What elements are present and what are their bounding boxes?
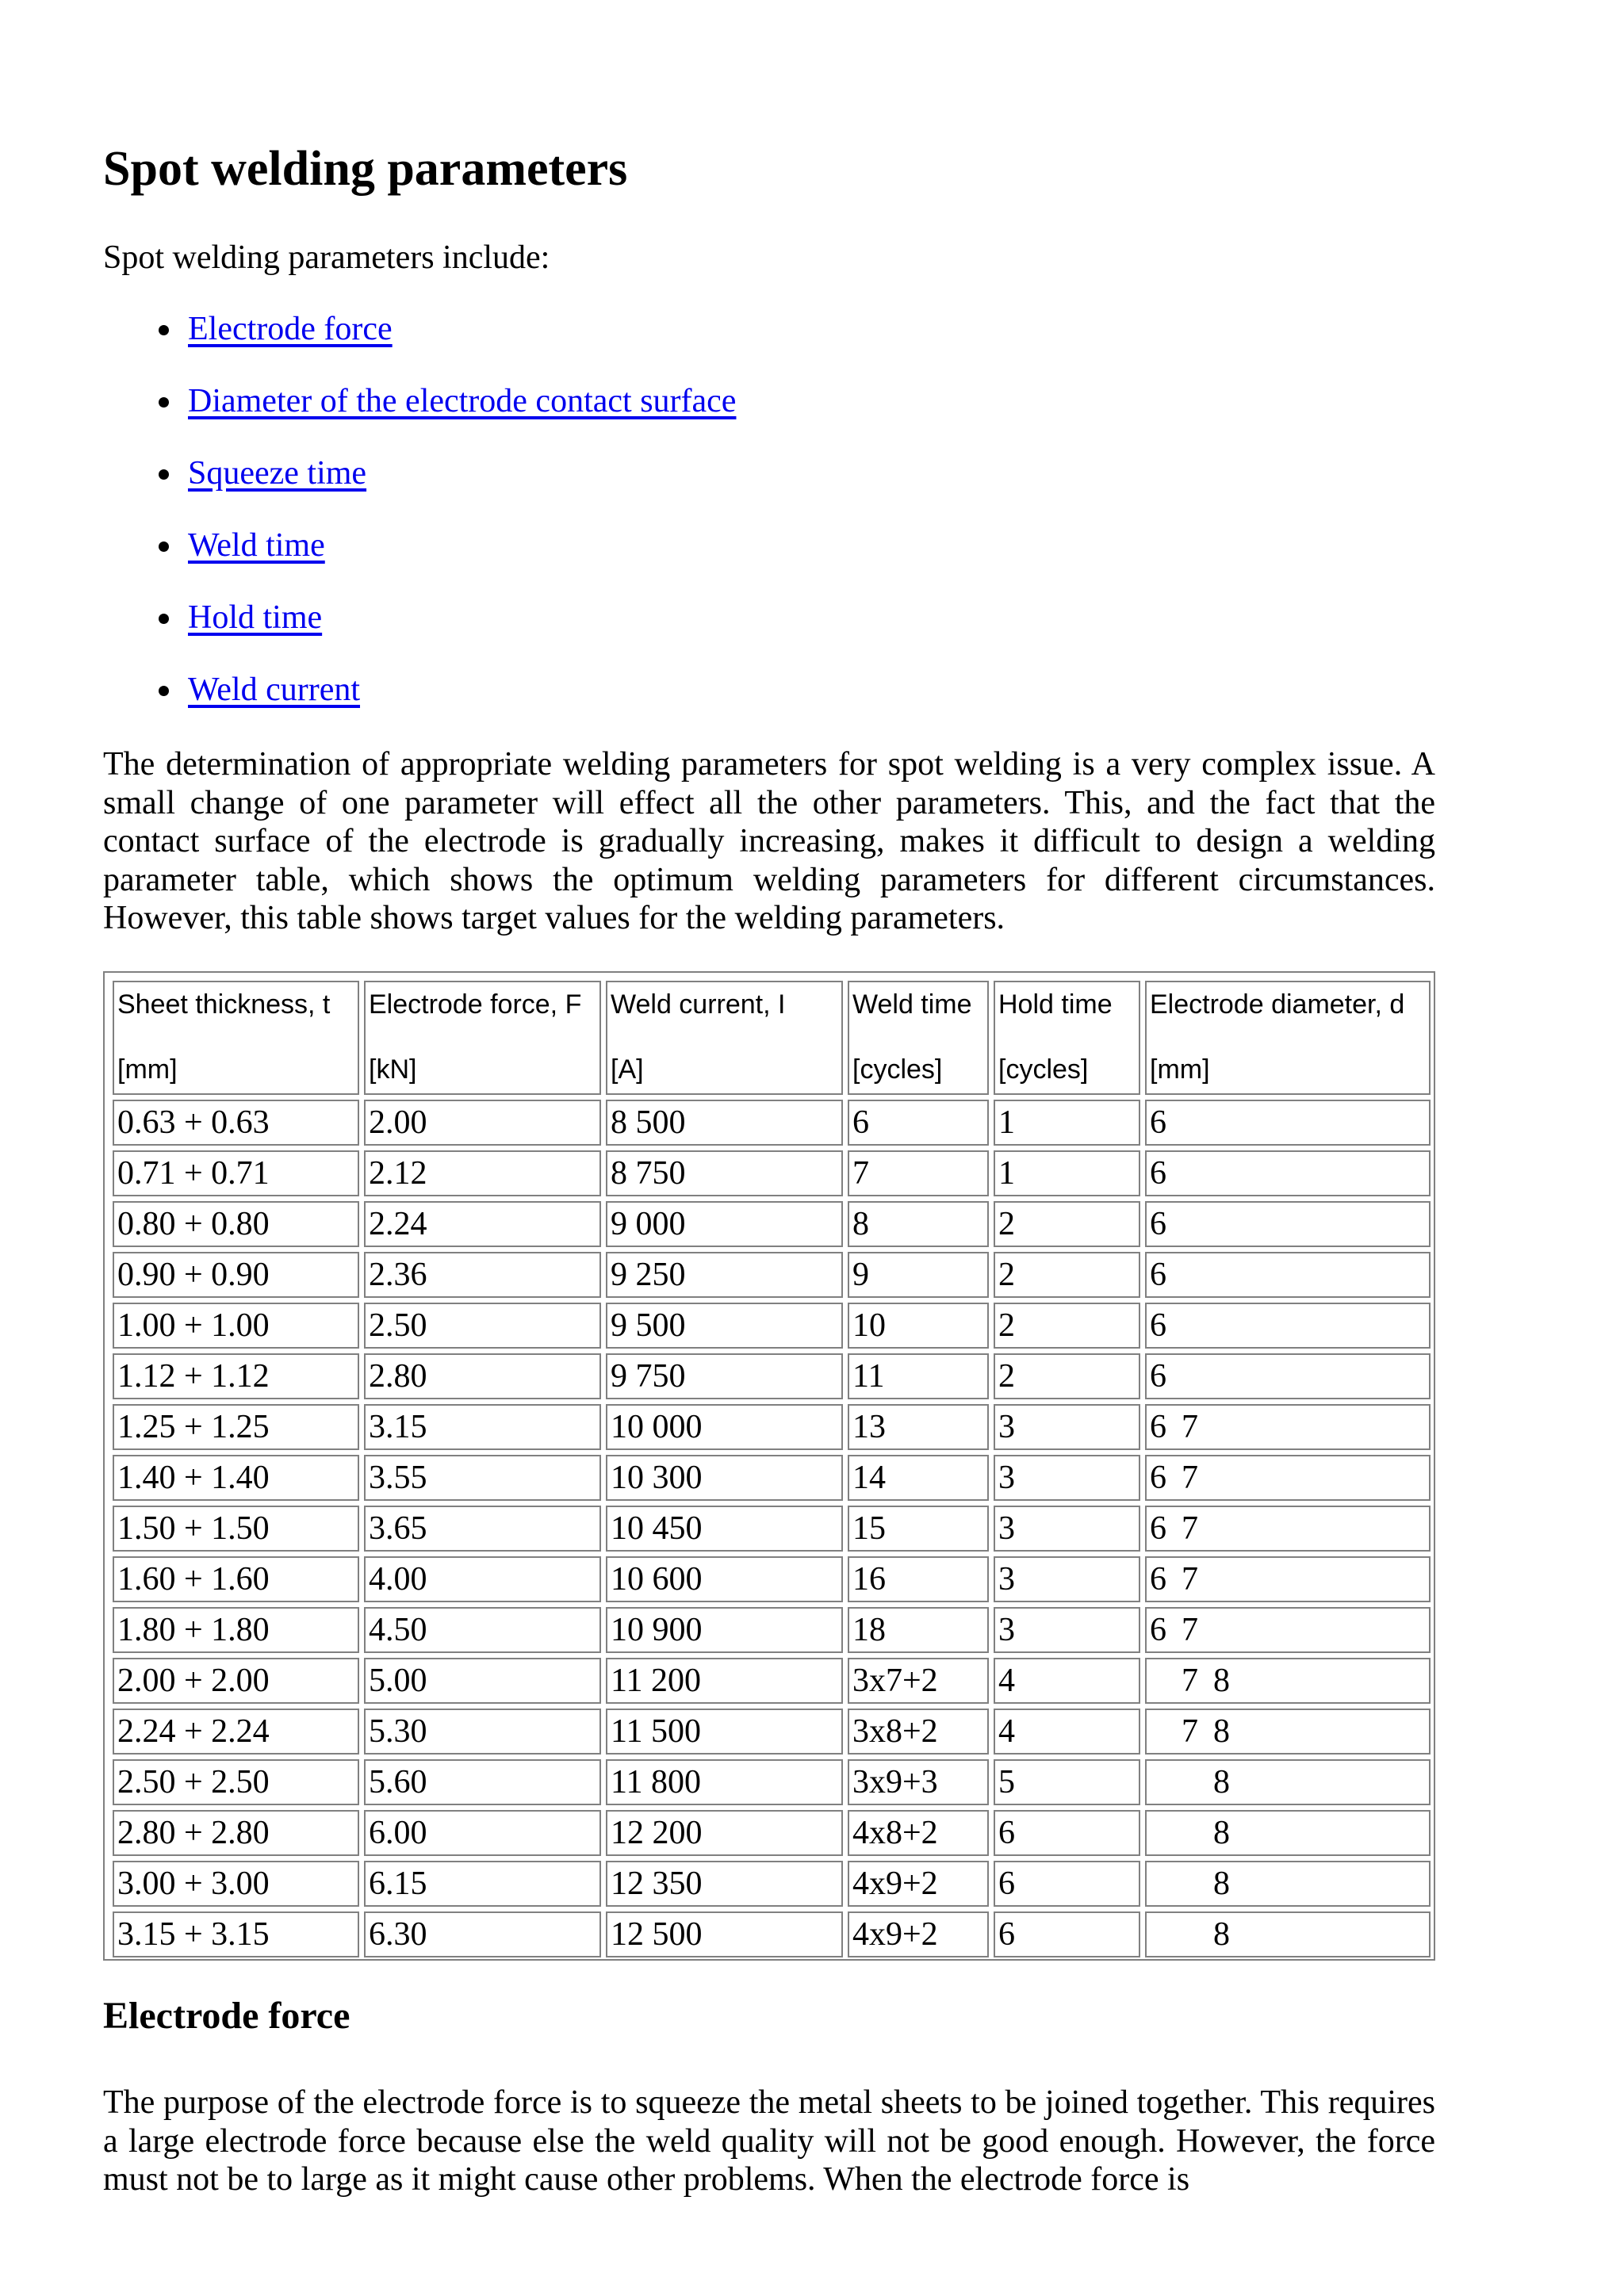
table-cell: 5.30 (364, 1709, 601, 1755)
table-cell: 9 750 (606, 1353, 843, 1399)
list-item (103, 381, 736, 453)
table-cell: 9 250 (606, 1252, 843, 1298)
table-cell: 10 300 (606, 1455, 843, 1501)
table-cell: 10 900 (606, 1607, 843, 1653)
table-cell: 11 200 (606, 1658, 843, 1704)
link-weld-current[interactable]: Weld current (188, 672, 361, 708)
table-cell: 8 500 (606, 1100, 843, 1146)
table-cell: 12 500 (606, 1911, 843, 1957)
table-cell: 1.40 + 1.40 (113, 1455, 359, 1501)
diameter-value: 8 (1213, 1866, 1230, 1902)
table-row (113, 1100, 1431, 1146)
table-row (113, 1150, 1431, 1196)
table-cell: 4 (994, 1658, 1140, 1704)
table-row (113, 1252, 1431, 1298)
diameter-value: 8 (1213, 1713, 1230, 1750)
table-cell: 3 (994, 1607, 1140, 1653)
table-cell: 11 500 (606, 1709, 843, 1755)
diameter-value: 6 (1150, 1206, 1166, 1242)
table-cell: 1.12 + 1.12 (113, 1353, 359, 1399)
header-electrode-diameter: Electrode diameter, d [mm] (1145, 981, 1431, 1095)
table-row (113, 1404, 1431, 1450)
table-cell-electrode-diameter (1145, 1709, 1431, 1755)
diameter-value: 6 (1150, 1257, 1166, 1293)
link-squeeze-time[interactable]: Squeeze time (188, 455, 367, 492)
bullet-icon (159, 686, 169, 696)
bullet-icon (159, 541, 169, 552)
table-cell: 3 (994, 1556, 1140, 1602)
table-body (113, 1100, 1431, 1957)
table-cell-electrode-diameter (1145, 1150, 1431, 1196)
table-cell: 3 (994, 1455, 1140, 1501)
table-cell: 5.60 (364, 1759, 601, 1805)
section-heading-electrode-force: Electrode force (103, 1995, 350, 2037)
table-cell-electrode-diameter (1145, 1861, 1431, 1907)
table-cell: 6 (994, 1911, 1140, 1957)
diameter-value: 8 (1213, 1916, 1230, 1953)
diameter-value: 7 (1182, 1713, 1198, 1750)
table-cell: 9 500 (606, 1303, 843, 1349)
table-cell: 14 (848, 1455, 989, 1501)
table-cell: 2.12 (364, 1150, 601, 1196)
table-cell: 6 (994, 1810, 1140, 1856)
table-row (113, 1607, 1431, 1653)
diameter-value: 6 (1150, 1561, 1166, 1598)
table-cell: 0.90 + 0.90 (113, 1252, 359, 1298)
table-row (113, 1303, 1431, 1349)
table-cell: 6.30 (364, 1911, 601, 1957)
table-cell: 2.00 (364, 1100, 601, 1146)
table-cell: 1 (994, 1150, 1140, 1196)
link-electrode-force[interactable]: Electrode force (188, 311, 393, 347)
table-row (113, 1506, 1431, 1552)
diameter-value: 6 (1150, 1358, 1166, 1395)
table-cell: 10 000 (606, 1404, 843, 1450)
table-cell: 2.50 + 2.50 (113, 1759, 359, 1805)
table-cell: 1.80 + 1.80 (113, 1607, 359, 1653)
table-cell-electrode-diameter (1145, 1303, 1431, 1349)
table-row (113, 1658, 1431, 1704)
table-cell-electrode-diameter (1145, 1201, 1431, 1247)
table-cell-electrode-diameter (1145, 1100, 1431, 1146)
table-cell: 2.24 + 2.24 (113, 1709, 359, 1755)
table-cell: 4x8+2 (848, 1810, 989, 1856)
diameter-value: 6 (1150, 1460, 1166, 1496)
header-sheet-thickness: Sheet thickness, t [mm] (113, 981, 359, 1095)
list-item (103, 670, 736, 742)
table-cell: 2 (994, 1353, 1140, 1399)
table-cell: 10 450 (606, 1506, 843, 1552)
table-cell: 3.65 (364, 1506, 601, 1552)
table-header-row (113, 981, 1431, 1095)
table-cell: 4x9+2 (848, 1861, 989, 1907)
table-cell: 3x7+2 (848, 1658, 989, 1704)
diameter-value: 8 (1213, 1764, 1230, 1800)
diameter-value: 6 (1150, 1612, 1166, 1648)
bullet-icon (159, 325, 169, 335)
table-cell: 1.50 + 1.50 (113, 1506, 359, 1552)
table-cell: 11 (848, 1353, 989, 1399)
table-cell-electrode-diameter (1145, 1607, 1431, 1653)
table-cell: 1.60 + 1.60 (113, 1556, 359, 1602)
table-cell: 6 (994, 1861, 1140, 1907)
diameter-value: 7 (1182, 1612, 1198, 1648)
table-cell-electrode-diameter (1145, 1759, 1431, 1805)
table-cell: 6.15 (364, 1861, 601, 1907)
table-cell: 3x8+2 (848, 1709, 989, 1755)
welding-parameter-table (108, 976, 1435, 1962)
intro-text: Spot welding parameters include: (103, 239, 550, 276)
diameter-value: 7 (1182, 1409, 1198, 1445)
list-item (103, 309, 736, 381)
table-cell-electrode-diameter (1145, 1252, 1431, 1298)
table-cell: 1.00 + 1.00 (113, 1303, 359, 1349)
table-cell: 12 200 (606, 1810, 843, 1856)
list-item (103, 526, 736, 598)
table-row (113, 1556, 1431, 1602)
table-cell: 6 (848, 1100, 989, 1146)
table-row (113, 1810, 1431, 1856)
table-cell: 0.71 + 0.71 (113, 1150, 359, 1196)
diameter-value: 7 (1182, 1460, 1198, 1496)
table-cell: 2.50 (364, 1303, 601, 1349)
table-cell: 4.50 (364, 1607, 601, 1653)
diameter-value: 8 (1213, 1663, 1230, 1699)
table-cell: 16 (848, 1556, 989, 1602)
diameter-value: 6 (1150, 1104, 1166, 1141)
table-cell: 9 000 (606, 1201, 843, 1247)
list-item (103, 598, 736, 670)
table-cell: 9 (848, 1252, 989, 1298)
table-cell: 2.00 + 2.00 (113, 1658, 359, 1704)
table-cell: 18 (848, 1607, 989, 1653)
diameter-value: 7 (1182, 1561, 1198, 1598)
link-electrode-diameter[interactable]: Diameter of the electrode contact surface (188, 383, 737, 419)
table-cell: 3.15 (364, 1404, 601, 1450)
table-cell: 2.80 + 2.80 (113, 1810, 359, 1856)
table-cell: 2 (994, 1303, 1140, 1349)
diameter-value: 6 (1150, 1155, 1166, 1192)
table-cell: 10 600 (606, 1556, 843, 1602)
table-cell: 3.15 + 3.15 (113, 1911, 359, 1957)
table-row (113, 1201, 1431, 1247)
table-cell: 3 (994, 1506, 1140, 1552)
bullet-icon (159, 469, 169, 480)
table-cell-electrode-diameter (1145, 1810, 1431, 1856)
bullet-icon (159, 614, 169, 624)
table-cell: 3 (994, 1404, 1140, 1450)
page-title: Spot welding parameters (103, 142, 628, 196)
table-cell: 2 (994, 1201, 1140, 1247)
table-cell: 2.80 (364, 1353, 601, 1399)
diameter-value: 8 (1213, 1815, 1230, 1851)
intro-paragraph: The determination of appropriate welding parameters for spot welding is a very complex issue. A small change of one parameter will effect all the other parameters. This, and the fact that the contact surface of the electrode is gradually increasing, makes it difficult to design a welding parameter table, which shows the optimum welding parameters for different circumstances. However, this table shows target values for the welding parameters. (103, 746, 1435, 936)
table-cell: 3x9+3 (848, 1759, 989, 1805)
table-cell: 2.24 (364, 1201, 601, 1247)
table-cell: 12 350 (606, 1861, 843, 1907)
table-cell: 6.00 (364, 1810, 601, 1856)
table-cell-electrode-diameter (1145, 1455, 1431, 1501)
table-cell: 7 (848, 1150, 989, 1196)
header-weld-current: Weld current, I [A] (606, 981, 843, 1095)
table-cell-electrode-diameter (1145, 1353, 1431, 1399)
table-cell-electrode-diameter (1145, 1404, 1431, 1450)
table-cell: 8 (848, 1201, 989, 1247)
table-cell: 2.36 (364, 1252, 601, 1298)
table-cell: 1 (994, 1100, 1140, 1146)
table-cell: 5 (994, 1759, 1140, 1805)
table-cell-electrode-diameter (1145, 1911, 1431, 1957)
table-cell: 4 (994, 1709, 1140, 1755)
header-weld-time: Weld time [cycles] (848, 981, 989, 1095)
table-cell: 4.00 (364, 1556, 601, 1602)
header-electrode-force: Electrode force, F [kN] (364, 981, 601, 1095)
table-row (113, 1861, 1431, 1907)
table-row (113, 1353, 1431, 1399)
table-row (113, 1709, 1431, 1755)
diameter-value: 6 (1150, 1510, 1166, 1547)
table-cell: 10 (848, 1303, 989, 1349)
table-row (113, 1911, 1431, 1957)
diameter-value: 7 (1182, 1510, 1198, 1547)
diameter-value: 6 (1150, 1307, 1166, 1344)
table-cell: 1.25 + 1.25 (113, 1404, 359, 1450)
table-row (113, 1455, 1431, 1501)
diameter-value: 7 (1182, 1663, 1198, 1699)
table-cell: 3.55 (364, 1455, 601, 1501)
table-cell: 3.00 + 3.00 (113, 1861, 359, 1907)
table-cell: 4x9+2 (848, 1911, 989, 1957)
parameter-table-frame (103, 971, 1435, 1961)
table-cell: 11 800 (606, 1759, 843, 1805)
diameter-value: 6 (1150, 1409, 1166, 1445)
table-cell-electrode-diameter (1145, 1556, 1431, 1602)
table-cell: 2 (994, 1252, 1140, 1298)
link-hold-time[interactable]: Hold time (188, 599, 323, 636)
table-cell: 0.63 + 0.63 (113, 1100, 359, 1146)
parameter-link-list (103, 309, 736, 742)
table-cell: 0.80 + 0.80 (113, 1201, 359, 1247)
table-cell-electrode-diameter (1145, 1506, 1431, 1552)
table-cell: 13 (848, 1404, 989, 1450)
table-cell: 15 (848, 1506, 989, 1552)
table-row (113, 1759, 1431, 1805)
header-hold-time: Hold time [cycles] (994, 981, 1140, 1095)
link-weld-time[interactable]: Weld time (188, 527, 325, 564)
bullet-icon (159, 397, 169, 408)
table-cell-electrode-diameter (1145, 1658, 1431, 1704)
table-cell: 8 750 (606, 1150, 843, 1196)
list-item (103, 453, 736, 526)
table-cell: 5.00 (364, 1658, 601, 1704)
electrode-force-paragraph: The purpose of the electrode force is to squeeze the metal sheets to be joined together. This requires a large electrode force because else the weld quality will not be good enough. However, the force must not be to large as it might cause other problems. When the electrode force is (103, 2084, 1435, 2198)
